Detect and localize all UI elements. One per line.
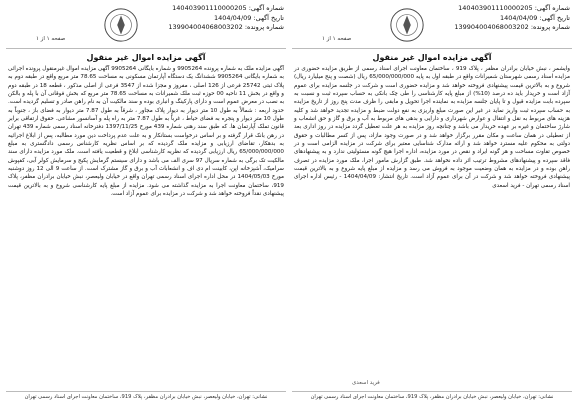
notice-footer: نشانی: تهران، خیابان ولیعصر، نبش خیابان برادران مظفر، پلاک 919، ساختمان معاونت اجرای اسناد رسمی تهران xyxy=(6,391,286,400)
file-number-label: شماره پرونده: xyxy=(244,23,284,31)
notice-number-label: شماره آگهی: xyxy=(534,4,570,12)
notice-date-label: تاریخ آگهی: xyxy=(539,13,570,22)
emblem-seal-icon xyxy=(388,6,426,44)
notice-number: 140403901110000205 xyxy=(172,4,247,12)
notice-left xyxy=(6,4,286,402)
notice-number-label: شماره آگهی: xyxy=(248,4,284,12)
signature: فرید اسعدی xyxy=(352,380,380,386)
notice-right xyxy=(292,4,572,402)
notice-meta xyxy=(168,4,284,33)
emblem-seal-icon xyxy=(102,6,140,44)
notice-meta xyxy=(454,4,570,33)
notice-footer: نشانی: تهران، خیابان ولیعصر، نبش خیابان برادران مظفر، پلاک 919، ساختمان معاونت اجرای اسناد رسمی تهران xyxy=(292,391,572,400)
notice-title: آگهی مزایده اموال غیر منقول xyxy=(372,53,492,62)
notice-date: 1404/04/09 xyxy=(499,13,538,22)
file-number-label: شماره پرونده: xyxy=(530,23,570,31)
file-number: 139904004068003202 xyxy=(454,23,529,31)
notice-header xyxy=(292,4,572,49)
page-number: صفحه ۱ از ۱ xyxy=(36,36,66,42)
notice-body: آگهی مزایده ملک به شماره پرونده 9905264 و شماره بایگانی 9905264 آگهی مزایده اموال غیرمنقول پرونده اجرائی به شماره بایگانی 9905264 ششدانگ یک دستگاه آپارتمان مسکونی به مساحت 78.65 متر مربع واقع در طبقه دوم به پلاک ثبتی 25742 فرعی از 126 اصلی ، مفروز و مجزا شده از 3547 فرعی از اصلی مذکور ، قطعه 18 در طبقه دوم و واقع در بخش 11 ناحیه 00 حوزه ثبت ملک شمیرانات به مساحت 78.65 متر مربع که بخش فوقانی آن با پله و بالکن به نصب در معرض عموم است و دارای پارکینگ و انباری بوده و سند مالکیت آن به نام راهن صادر و تسلیم گردیده است. حدود اربعه : شمالاً به طول 10 متر دیوار به دیوار پلاک مجاور ، شرقاً به طول 7.87 متر دیوار به فضای باز ، جنوباً به طول 10 متر دیوار و پنجره به فضای حیاط ، غرباً به طول 7.87 متر به راه پله و آسانسور مشاعی. حقوق ارتفاقی برابر قانون تملک آپارتمان ها. که طبق سند رهنی شماره 439 مورخ 1397/11/25 دفترخانه اسناد رسمی شماره 439 تهران در رهن بانک قرار گرفته و بر اساس درخواست بستانکار و به علت عدم پرداخت دین مورد مطالبه، پس از ابلاغ اجرائیه به بدهکار، تقاضای ارزیابی و مزایده ملک گردیده که بر اساس نظریه کارشناس رسمی دادگستری به مبلغ 65/000/000/000 ریال ارزیابی گردیده که نظریه کارشناسی ابلاغ و قطعیت یافته است. ملک مورد مزایده دارای سند مالکیت تک برگی به شماره سریال 97 سری الف می باشد و دارای سیستم گرمایش پکیج و سرمایش کولر آبی، کفپوش سرامیک، آشپزخانه اپن، کابینت ام دی اف و انشعابات آب و برق و گاز مشترک است. از ساعت 9 الی 12 روز دوشنبه مورخ 1404/05/03 در محل اداره اجرای اسناد رسمی تهران واقع در خیابان ولیعصر، نبش خیابان برادران مظفر، پلاک 919، ساختمان معاونت اجرا به مزایده گذاشته می شود. مزایده از مبلغ پایه کارشناسی شروع و به بالاترین قیمت پیشنهادی نقداً فروخته خواهد شد و شرکت در مزایده برای عموم آزاد است. xyxy=(8,66,285,198)
file-number: 139904004068003202 xyxy=(168,23,243,31)
notice-date: 1404/04/09 xyxy=(213,13,252,22)
notice-number: 140403901110000205 xyxy=(458,4,533,12)
notice-body: وایشمر ، نبش خیابان برادران مظفر ، پلاک 919 ، ساختمان معاونت اجرای اسناد رسمی از طریق مزایده حضوری در مزایده اسناد رسمی شهرستان شمیرانات واقع در طبقه اول به پایه 65/000/000/000 ریال (شصت و پنج میلیارد ریال) شروع و به بالاترین قیمت پیشنهادی فروخته خواهد شد و مزایده حضوری است و شرکت در جلسه مزایده برای عموم آزاد است و خریدار باید ده درصد (10%) از مبلغ پایه کارشناسی را طی چک بانکی به حساب سپرده ثبت و نسبت به سپرده بابت مزایده قبول و تا پایان جلسه مزایده به نماینده اجرا تحویل و مابقی را ظرف مدت پنج روز از تاریخ مزایده به حساب سپرده ثبت واریز نماید در غیر این صورت مبلغ واریزی به نفع دولت ضبط و مزایده تجدید خواهد شد و کلیه هزینه های مربوط به نقل و انتقال و عوارض شهرداری و دارایی و بدهی های مربوط به آب و برق و گاز و حق انشعاب و شارژ ساختمان و غیره بر عهده خریدار می باشد و چنانچه روز مزایده به هر علت تعطیل گردد مزایده در روز اداری بعد از تعطیلی در همان ساعت و مکان مقرر برگزار خواهد شد و در صورت وجود مازاد، پس از کسر مطالبات و حقوق دولتی به محکوم علیه مسترد خواهد شد و ارائه مدارک شناسایی معتبر برای شرکت در مزایده الزامی است و در خصوص تفاوت مساحت و هر گونه ایراد و نقص در مورد مزایده، اداره اجرا هیچ گونه مسئولیتی ندارد و به پیشنهادهای فاقد سپرده و پیشنهادهای مشروط ترتیب اثر داده نخواهد شد. طبق گزارش مامور اجرا، ملک مورد مزایده در تصرف راهن بوده و در مزایده به همان وضعیت موجود به فروش می رسد و مزایده از مبلغ پایه شروع و به بالاترین قیمت پیشنهادی فروخته خواهد شد و شرکت در آن برای عموم آزاد است. تاریخ انتشار: 1404/04/09 - رئیس اداره اجرای اسناد رسمی تهران - فرید اسعدی xyxy=(294,66,570,189)
page-number: صفحه ۱ از ۱ xyxy=(322,36,352,42)
notice-header xyxy=(6,4,286,49)
notice-date-label: تاریخ آگهی: xyxy=(253,13,284,22)
notice-title: آگهی مزایده اموال غیر منقول xyxy=(86,53,206,62)
